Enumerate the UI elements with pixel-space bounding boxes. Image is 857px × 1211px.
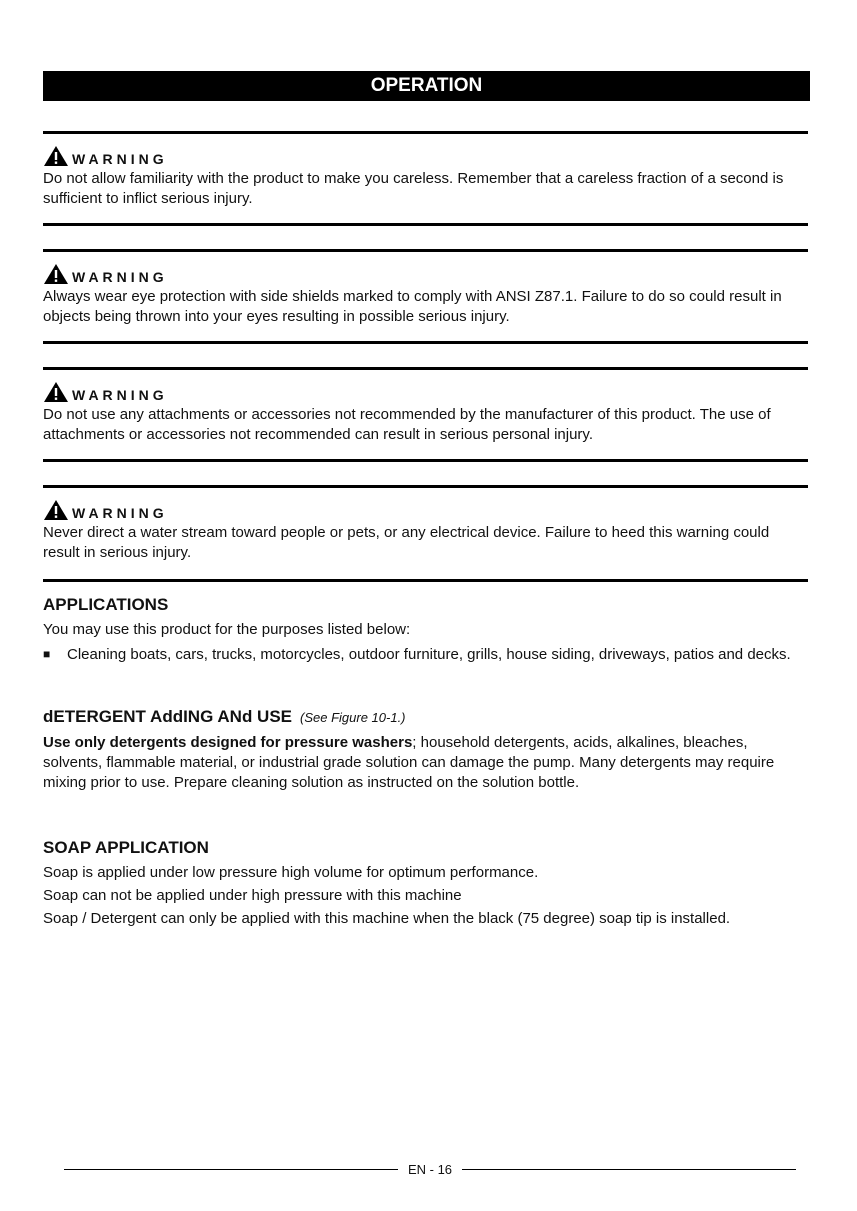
section-header: OPERATION — [43, 71, 810, 101]
warning-box — [43, 249, 808, 344]
page-footer — [64, 1162, 796, 1177]
applications-section — [43, 594, 810, 663]
divider — [64, 1169, 398, 1170]
warning-box — [43, 485, 808, 582]
soap-heading: SOAP APPLICATION — [43, 838, 209, 857]
warning-text: Never direct a water stream toward people or pets, or any electrical device. Failure to heed this warning could result in serious injury. — [43, 524, 770, 561]
soap-line: Soap is applied under low pressure high volume for optimum performance. — [43, 864, 539, 881]
soap-section — [43, 837, 810, 929]
warning-text: Do not allow familiarity with the product to make you careless. Remember that a careless fraction of a second is sufficient to inflict serious injury. — [43, 170, 784, 207]
warning-text: Do not use any attachments or accessories not recommended by the manufacturer of this product. The use of attachments or accessories not recommended can result in serious personal injury. — [43, 406, 771, 443]
warning-triangle-icon — [43, 381, 69, 403]
warning-triangle-icon — [43, 145, 69, 167]
warning-triangle-icon — [43, 263, 69, 285]
detergent-emphasis: Use only detergents designed for pressure washers — [43, 734, 413, 751]
detergent-text: ; household detergents, acids, alkalines, bleaches, solvents, flammable material, or industrial grade solution can damage the pump. Many detergents may require mixing prior to use. Prepare cleaning solution as instructed on the solution bottle. — [43, 734, 775, 791]
page-number: EN - 16 — [407, 1162, 453, 1177]
applications-heading: APPLICATIONS — [43, 595, 169, 614]
list-item-text: Cleaning boats, cars, trucks, motorcycles, outdoor furniture, grills, house siding, driveways, patios and decks. — [67, 646, 791, 663]
divider — [462, 1169, 796, 1170]
warning-label: WARNING — [72, 387, 168, 403]
soap-line: Soap / Detergent can only be applied with this machine when the black (75 degree) soap tip is installed. — [43, 910, 731, 927]
warning-box — [43, 367, 808, 462]
list-item — [43, 646, 810, 663]
bullet-square-icon: ■ — [43, 647, 51, 661]
detergent-section — [43, 706, 810, 793]
detergent-heading: dETERGENT AddING ANd USE — [43, 707, 293, 726]
warning-box — [43, 131, 808, 226]
warning-label: WARNING — [72, 269, 168, 285]
applications-intro: You may use this product for the purposes listed below: — [43, 621, 411, 638]
warning-triangle-icon — [43, 499, 69, 521]
warning-label: WARNING — [72, 151, 168, 167]
soap-line: Soap can not be applied under high pressure with this machine — [43, 887, 462, 904]
figure-reference: (See Figure 10-1.) — [300, 710, 406, 725]
warning-text: Always wear eye protection with side shields marked to comply with ANSI Z87.1. Failure to do so could result in objects being thrown into your eyes resulting in possible serious injury. — [43, 288, 782, 325]
warning-label: WARNING — [72, 505, 168, 521]
